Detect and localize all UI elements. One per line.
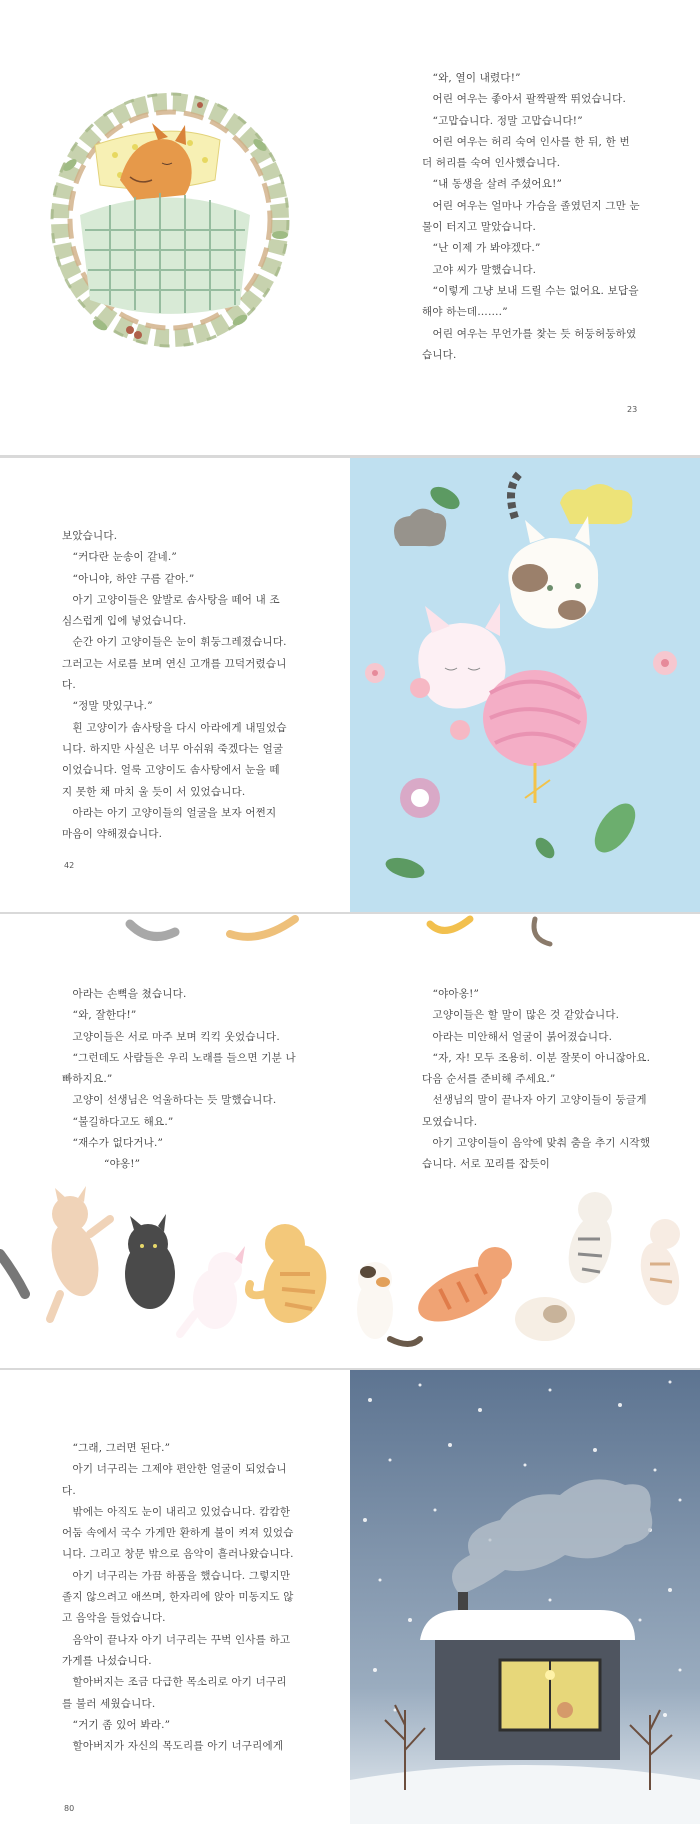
paragraph: 고양이 선생님은 억울하다는 듯 말했습니다. bbox=[72, 1094, 277, 1107]
paragraph: 아기 너구리는 가끔 하품을 했습니다. 그렇지만 졸지 않으려고 애쓰며, 한자리에 앉아 미동지도 않고 음악을 들었습니다. bbox=[62, 1569, 294, 1625]
paragraph: 어린 여우는 허리 숙여 인사를 한 뒤, 한 번 더 허리를 숙여 인사했습니다. bbox=[422, 135, 630, 170]
paragraph: “내 동생을 살려 주셨어요!” bbox=[432, 178, 563, 191]
page-23-text bbox=[422, 68, 642, 366]
dancing-cats-illustration bbox=[0, 1164, 700, 1364]
cats-cotton-candy-illustration bbox=[350, 458, 700, 912]
page-right-text bbox=[422, 984, 652, 1176]
paragraph: “그래, 그러면 된다.” bbox=[72, 1442, 171, 1454]
paragraph: “야아옹!” bbox=[432, 988, 480, 1000]
paragraph: “거기 좀 있어 봐라.” bbox=[72, 1718, 171, 1731]
page-80-text bbox=[62, 1438, 294, 1757]
page-spread-cats bbox=[0, 914, 700, 1368]
paragraph: “와, 잘한다!” bbox=[72, 1009, 137, 1022]
paragraph: “재수가 없다거나.” bbox=[72, 1137, 164, 1150]
paragraph: 고양이들은 할 말이 많은 것 같았습니다. bbox=[432, 1009, 620, 1022]
paragraph: “그런데도 사람들은 우리 노래를 들으면 기분 나빠하지요.” bbox=[62, 1051, 296, 1086]
paragraph: 어린 여우는 얼마나 가슴을 졸였던지 그만 눈물이 터지고 말았습니다. bbox=[422, 199, 640, 234]
paragraph: 아기 너구리는 그제야 편안한 얼굴이 되었습니다. bbox=[62, 1463, 287, 1497]
paragraph: 아기 고양이들은 앞발로 솜사탕을 떼어 내 조심스럽게 입에 넣었습니다. bbox=[62, 593, 280, 628]
snowy-noodle-shop-illustration bbox=[350, 1370, 700, 1824]
page-number: 23 bbox=[627, 405, 638, 414]
paragraph: “정말 맛있구나.” bbox=[72, 700, 153, 713]
paragraph: 아라는 아기 고양이들의 얼굴을 보자 어쩐지 마음이 약해졌습니다. bbox=[62, 806, 277, 841]
paragraph: 아기 고양이들이 음악에 맞춰 춤을 추기 시작했습니다. 서로 꼬리를 잡듯이 bbox=[422, 1137, 651, 1171]
hanging-cat-tails-illustration bbox=[0, 914, 700, 964]
paragraph: 흰 고양이가 솜사탕을 다시 아라에게 내밀었습니다. 하지만 사실은 너무 아쉬워 죽겠다는 얼굴이었습니다. 얼룩 고양이도 솜사탕에서 눈을 떼지 못한 채 마치 울 듯이 서 있었습니다. bbox=[62, 721, 287, 798]
paragraph: 순간 아기 고양이들은 눈이 휘둥그레졌습니다. 그러고는 서로를 보며 연신 고개를 끄덕거렸습니다. bbox=[62, 636, 287, 692]
paragraph: 밖에는 아직도 눈이 내리고 있었습니다. 캄캄한 어둠 속에서 국수 가게만 환하게 불이 켜져 있었습니다. 그리고 창문 밖으로 음악이 흘러나왔습니다. bbox=[62, 1505, 294, 1561]
paragraph: 아라는 미안해서 얼굴이 붉어졌습니다. bbox=[432, 1030, 613, 1043]
paragraph: 할아버지가 자신의 목도리를 아기 너구리에게 bbox=[72, 1740, 284, 1753]
page-number: 80 bbox=[64, 1804, 75, 1813]
paragraph: 음악이 끝나자 아기 너구리는 꾸벅 인사를 하고 가게를 나섰습니다. bbox=[62, 1633, 291, 1667]
page-left-text bbox=[62, 984, 300, 1176]
paragraph: “이렇게 그냥 보내 드릴 수는 없어요. 보답을 해야 하는데…….” bbox=[422, 284, 639, 319]
paragraph-meow: “야옹!” bbox=[104, 1158, 141, 1171]
page-42-text bbox=[62, 526, 290, 845]
paragraph: 어린 여우는 좋아서 팔짝팔짝 뛰었습니다. bbox=[432, 93, 627, 106]
page-number: 42 bbox=[64, 861, 75, 870]
paragraph: “고맙습니다. 정말 고맙습니다!” bbox=[432, 114, 583, 127]
page-spread-23 bbox=[0, 0, 700, 455]
paragraph: “불길하다고도 해요.” bbox=[72, 1115, 174, 1128]
paragraph: “난 이제 가 봐야겠다.” bbox=[432, 242, 541, 255]
paragraph: 고야 씨가 말했습니다. bbox=[432, 263, 537, 276]
paragraph: 아라는 손뼉을 쳤습니다. bbox=[72, 988, 187, 1000]
page-spread-80 bbox=[0, 1370, 700, 1824]
paragraph: 보았습니다. bbox=[62, 530, 118, 542]
paragraph: 고양이들은 서로 마주 보며 킥킥 웃었습니다. bbox=[72, 1030, 280, 1043]
paragraph: 할아버지는 조금 다급한 목소리로 아기 너구리를 불러 세웠습니다. bbox=[62, 1676, 287, 1710]
paragraph: 어린 여우는 무언가를 찾는 듯 허둥허둥하였습니다. bbox=[422, 327, 637, 361]
fox-wreath-illustration bbox=[40, 85, 300, 355]
page-spread-42 bbox=[0, 458, 700, 912]
paragraph: “자, 자! 모두 조용히. 이분 잘못이 아니잖아요. 다음 순서를 준비해 주세요.” bbox=[422, 1051, 651, 1086]
paragraph: “와, 열이 내렸다!” bbox=[432, 72, 521, 84]
paragraph: 선생님의 말이 끝나자 아기 고양이들이 둥글게 모였습니다. bbox=[422, 1094, 647, 1128]
paragraph: “커다란 눈송이 같네.” bbox=[72, 551, 177, 564]
paragraph: “아니야, 하얀 구름 같아.” bbox=[72, 572, 195, 585]
